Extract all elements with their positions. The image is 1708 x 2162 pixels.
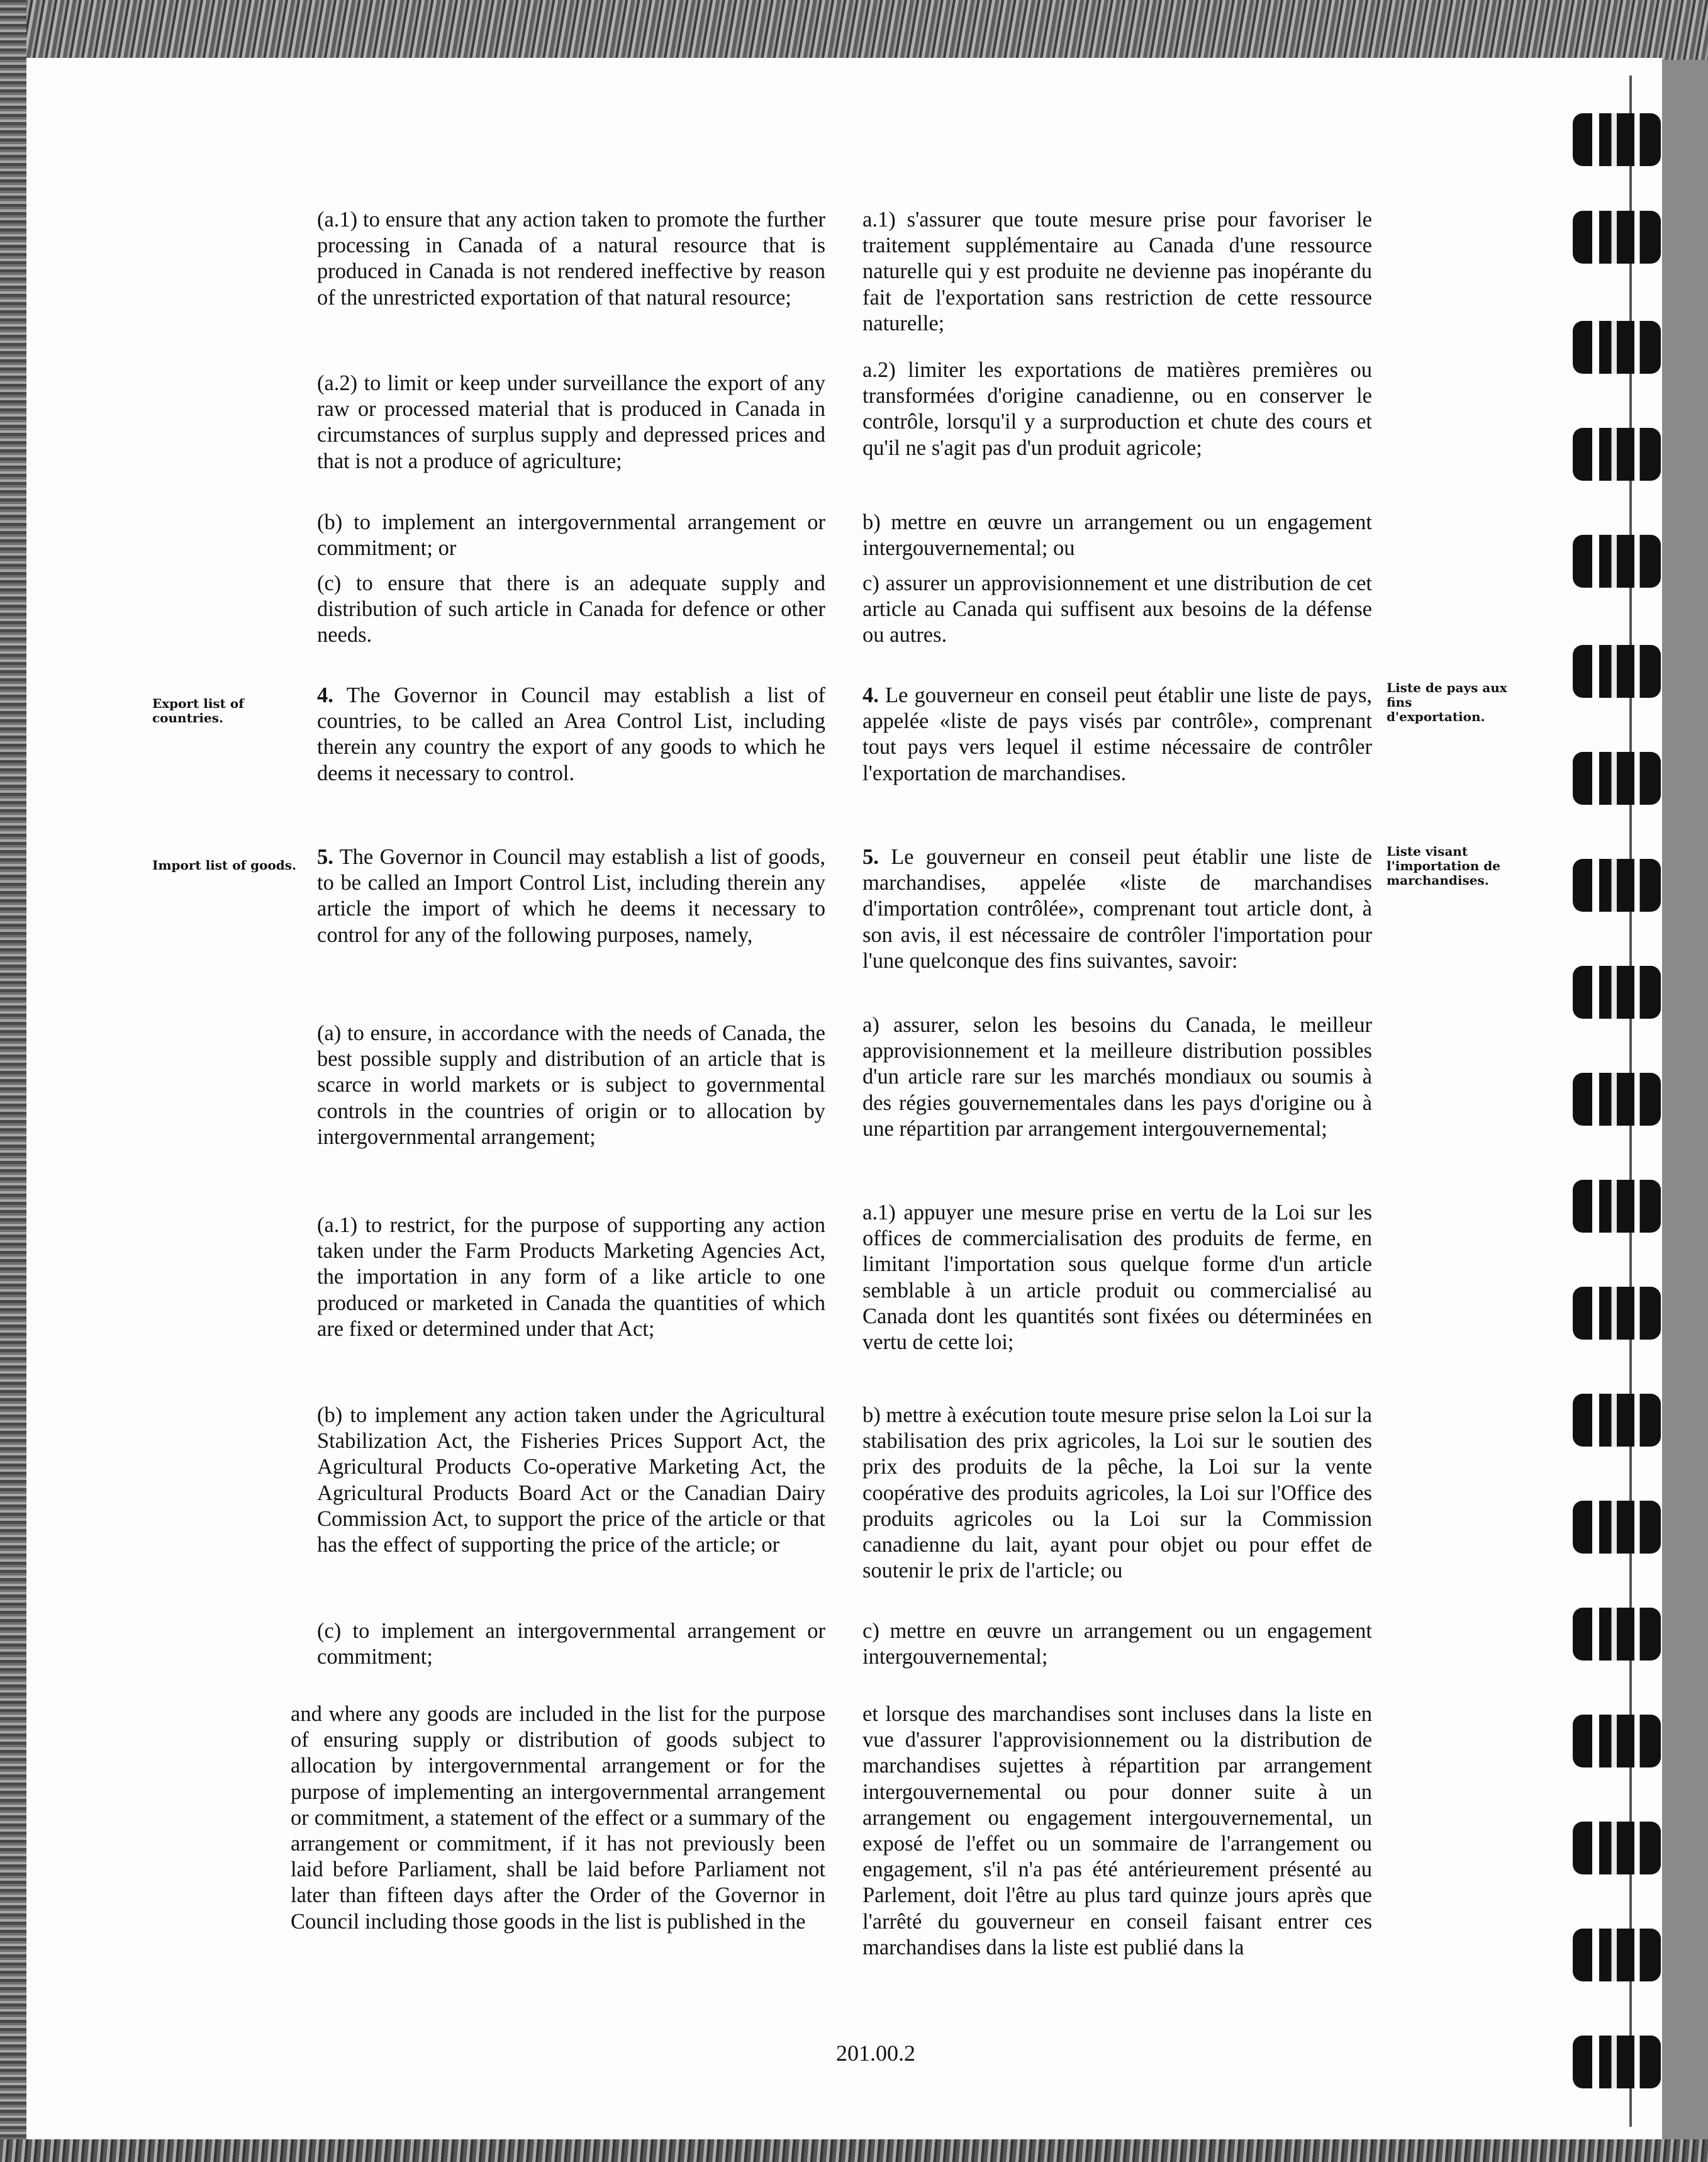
binding-coil (1573, 1929, 1661, 1981)
fr-para-b: b) mettre en œuvre un arrangement ou un engagement intergouvernemental; ou (862, 510, 1372, 561)
en-section-4-number: 4. (317, 683, 333, 707)
fr-para-a2: a.2) limiter les exportations de matières premières ou transformées d'origine canadienne, ou en conserver le contrôle, lorsqu'il y a surproduction et chute des cours et qu'il ne s'agit pas d'un produit agricole; (862, 358, 1372, 460)
en-section-5: 5. The Governor in Council may establish a list of goods, to be called an Import Control List, including therein any article the import of which he deems it necessary to control for any of the following purposes, namely, (317, 845, 825, 947)
en-section-4: 4. The Governor in Council may establish a list of countries, to be called an Area Control List, including therein any country the export of any goods to which he deems it necessary to control. (317, 683, 825, 785)
fr-section-5-number: 5. (862, 845, 879, 869)
binding-coil (1573, 2036, 1661, 2088)
binding-coil (1573, 859, 1661, 912)
en-section-5-a: (a) to ensure, in accordance with the needs of Canada, the best possible supply and distribution of an article that is scarce in world markets or is subject to governmental controls in the countries of origin or to allocation by intergovernmental arrangement; (317, 1021, 825, 1149)
binding-coil (1573, 535, 1661, 588)
document-page (26, 58, 1662, 2139)
fr-section-4-number: 4. (862, 683, 879, 707)
binding-coil (1573, 1608, 1661, 1661)
scan-border-left (0, 0, 26, 2162)
en-para-c: (c) to ensure that there is an adequate supply and distribution of such article in Canada for defence or other needs. (317, 571, 825, 647)
en-closing-paragraph: and where any goods are included in the list for the purpose of ensuring supply or distribution of goods subject to allocation by intergovernmental arrangement or for the purpose of implementing an intergovernmental arrangement or commitment, a statement of the effect or a summary of the arrangement or commitment, if it has not previously been laid before Parliament, shall be laid before Parliament not later than fifteen days after the Order of the Governor in Council including those goods in the list is published in the (291, 1702, 825, 1934)
binding-coil (1573, 1822, 1661, 1874)
binding-coil (1573, 966, 1661, 1019)
fr-section-5-a: a) assurer, selon les besoins du Canada, le meilleur approvisionnement et la meilleure distribution possibles d'un article rare sur les marchés mondiaux ou soumis à des régies gouvernementales dans les pays d'origine ou à une répartition par arrangement intergouvernemental; (862, 1013, 1372, 1141)
en-para-a1: (a.1) to ensure that any action taken to promote the further processing in Canada of a natural resource that is produced in Canada is not rendered ineffective by reason of the unrestricted exportation of that natural resource; (317, 208, 825, 310)
fr-para-a1: a.1) s'assurer que toute mesure prise pour favoriser le traitement supplémentaire au Canada d'une ressource naturelle qui y est produite ne devienne pas inopérante du fait de l'exportation sans restriction de cette ressource naturelle; (862, 208, 1372, 335)
fr-section-5: 5. Le gouverneur en conseil peut établir une liste de marchandises, appelée «liste de marchandises d'importation contrôlée», comprenant tout article dont, à son avis, il est nécessaire de contrôler l'importation pour l'une quelconque des fins suivantes, savoir: (862, 845, 1372, 973)
fr-section-5-b: b) mettre à exécution toute mesure prise selon la Loi sur la stabilisation des prix agricoles, la Loi sur le soutien des prix des produits de la pêche, la Loi sur la vente coopérative des produits agricoles, la Loi sur l'Office des produits agricoles ou la Loi sur la Commission canadienne du lait, ayant pour objet ou pour effet de soutenir le prix de l'article; ou (862, 1403, 1372, 1583)
binding-coil (1573, 113, 1661, 166)
fr-section-5-a1: a.1) appuyer une mesure prise en vertu de la Loi sur les offices de commercialisation des produits de ferme, en limitant l'importation sous quelque forme d'un article semblable à un article produit ou commercialisé au Canada dont les quantités sont fixées ou déterminées en vertu de cette loi; (862, 1201, 1372, 1355)
scan-border-bottom (0, 2139, 1708, 2162)
binding-coil (1573, 1287, 1661, 1340)
binding-coil (1573, 1501, 1661, 1554)
binding-coil (1573, 321, 1661, 374)
fr-para-c: c) assurer un approvisionnement et une distribution de cet article au Canada qui suffisent aux besoins de la défense ou autres. (862, 571, 1372, 647)
binding-coil (1573, 428, 1661, 481)
binding-coil (1573, 645, 1661, 698)
en-section-5-b: (b) to implement any action taken under the Agricultural Stabilization Act, the Fisheries Prices Support Act, the Agricultural Products Co-operative Marketing Act, the Agricultural Products Board Act or the Canadian Dairy Commission Act, to support the price of the article or that has the effect of supporting the price of the article; or (317, 1403, 825, 1557)
binding-coil (1573, 1715, 1661, 1767)
margin-note-export-list: Export list of countries. (152, 696, 244, 725)
margin-note-import-list: Import list of goods. (152, 858, 297, 873)
binding-coil (1573, 752, 1661, 805)
margin-note-liste-pays: Liste de pays aux fins d'exportation. (1387, 680, 1507, 724)
scan-border-top (0, 0, 1708, 60)
binding-coil (1573, 1394, 1661, 1447)
binding-coil (1573, 1180, 1661, 1233)
margin-note-liste-importation: Liste visant l'importation de marchandises. (1387, 844, 1500, 888)
binding-coil (1573, 211, 1661, 264)
fr-section-5-c: c) mettre en œuvre un arrangement ou un engagement intergouvernemental; (862, 1619, 1372, 1669)
fr-section-4: 4. Le gouverneur en conseil peut établir une liste de pays, appelée «liste de pays visés par contrôle», comprenant tout pays vers lequel il estime nécessaire de contrôler l'exportation de marchandises. (862, 683, 1372, 785)
en-para-b: (b) to implement an intergovernmental arrangement or commitment; or (317, 510, 825, 561)
binding-coil (1573, 1073, 1661, 1126)
en-section-5-a1: (a.1) to restrict, for the purpose of supporting any action taken under the Farm Products Marketing Agencies Act, the importation in any form of a like article to one produced or marketed in Canada the quantities of which are fixed or determined under that Act; (317, 1213, 825, 1341)
en-section-5-c: (c) to implement an intergovernmental arrangement or commitment; (317, 1619, 825, 1669)
en-para-a2: (a.2) to limit or keep under surveillance the export of any raw or processed material that is produced in Canada in circumstances of surplus supply and depressed prices and that is not a produce of agriculture; (317, 371, 825, 473)
page-number: 201.00.2 (836, 2041, 915, 2066)
en-section-5-number: 5. (317, 845, 333, 869)
fr-closing-paragraph: et lorsque des marchandises sont incluses dans la liste en vue d'assurer l'approvisionnement ou la distribution de marchandises sujettes à répartition par arrangement intergouvernemental ou pour donner suite à un arrangement ou engagement intergouvernemental, un exposé de l'effet ou un sommaire de l'arrangement ou engagement, s'il n'a pas été antérieurement présenté au Parlement, doit l'être au plus tard quinze jours après que l'arrêté du gouverneur en conseil faisant entrer ces marchandises dans la liste est publié dans la (862, 1702, 1372, 1959)
